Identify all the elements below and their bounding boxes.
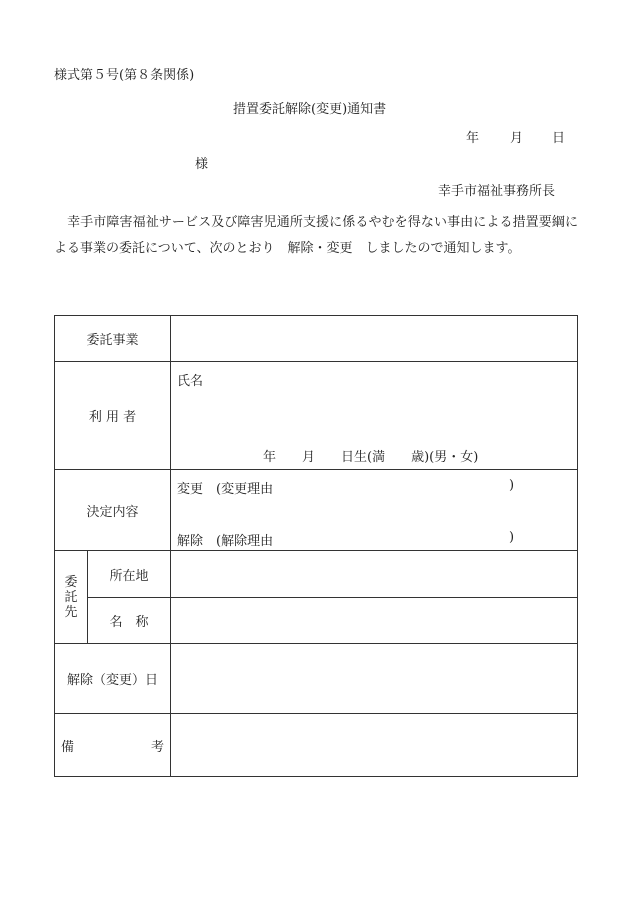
date-label-cell — [55, 644, 171, 714]
name-label: 名 称 — [109, 615, 149, 630]
commission-field[interactable] — [171, 316, 578, 362]
consignee-label: 委託先 — [64, 574, 78, 620]
decision-field[interactable] — [171, 470, 578, 551]
release-close-paren: ) — [509, 530, 515, 545]
user-name-label: 氏名 — [177, 374, 204, 389]
date-field[interactable] — [171, 644, 578, 714]
body-text: 幸手市障害福祉サービス及び障害児通所支援に係るやむを得ない事由による措置要綱による事業の委託について、次のとおり 解除・変更 しましたので通知します。 — [54, 215, 578, 256]
commission-label: 委託事業 — [86, 333, 139, 348]
name-label-cell — [88, 598, 171, 644]
change-close-paren: ) — [509, 478, 515, 493]
decision-label-cell — [55, 470, 171, 551]
release-line: 解除 (解除理由 — [177, 534, 274, 549]
user-label: 利 用 者 — [88, 410, 137, 425]
form-number: 様式第５号(第８条関係) — [54, 68, 195, 83]
decision-label: 決定内容 — [86, 504, 139, 520]
date-line — [466, 127, 566, 146]
notification-table — [54, 315, 578, 777]
date-year: 年 — [466, 131, 480, 146]
date-label: 解除（変更）日 — [67, 673, 159, 688]
remarks-label-left: 備 — [61, 739, 75, 755]
birth-line: 年 月 日生(満 歳)(男・女) — [263, 450, 479, 465]
commission-label-cell — [55, 316, 171, 362]
remarks-label-right: 考 — [151, 739, 165, 755]
document-title: 措置委託解除(変更)通知書 — [233, 102, 387, 117]
user-label-cell — [55, 362, 171, 470]
remarks-field[interactable] — [171, 714, 578, 777]
date-month: 月 — [510, 131, 524, 146]
consignee-label-cell — [55, 551, 88, 644]
location-field[interactable] — [171, 551, 578, 598]
addressee-suffix: 様 — [195, 157, 209, 172]
change-line: 変更 (変更理由 — [177, 482, 274, 497]
location-label: 所在地 — [109, 568, 149, 584]
user-field[interactable] — [171, 362, 578, 470]
remarks-label-cell — [55, 714, 171, 777]
name-field[interactable] — [171, 598, 578, 644]
date-day: 日 — [552, 131, 566, 146]
location-label-cell — [88, 551, 171, 598]
sender-name: 幸手市福祉事務所長 — [438, 184, 556, 199]
